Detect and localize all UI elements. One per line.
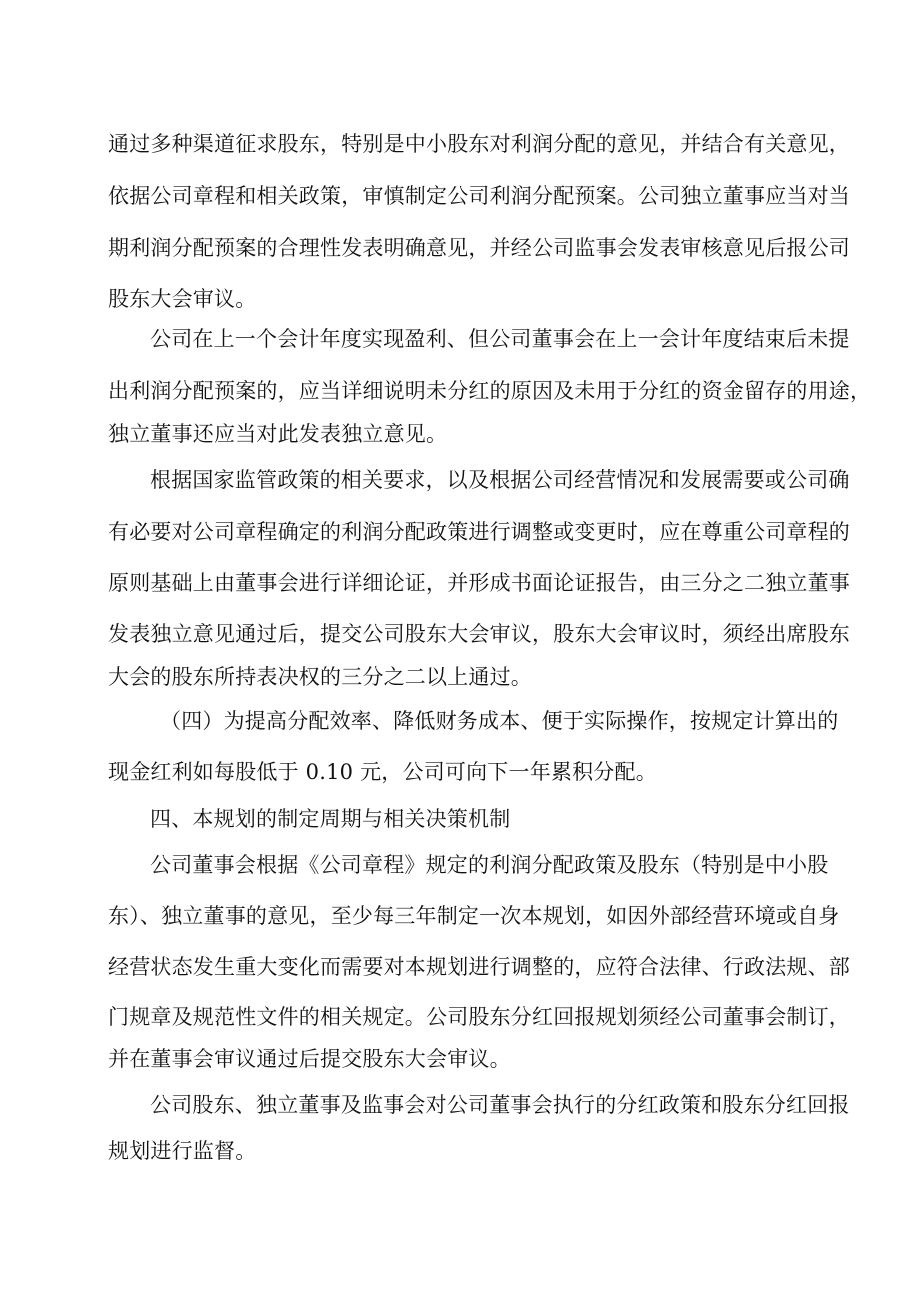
text-line: 发表独立意见通过后，提交公司股东大会审议，股东大会审议时，须经出席股东 [108, 622, 850, 646]
text-line: 公司在上一个会计年度实现盈利、但公司董事会在上一会计年度结束后未提 [150, 327, 850, 351]
text-line: 根据国家监管政策的相关要求，以及根据公司经营情况和发展需要或公司确 [150, 468, 850, 492]
text-line: 股东大会审议。 [108, 287, 257, 311]
text-line: 依据公司章程和相关政策，审慎制定公司利润分配预案。公司独立董事应当对当 [108, 184, 850, 208]
text-line: 有必要对公司章程确定的利润分配政策进行调整或变更时，应在尊重公司章程的 [108, 520, 850, 544]
text-line: （四）为提高分配效率、降低财务成本、便于实际操作，按规定计算出的 [160, 709, 839, 733]
text-line: 期利润分配预案的合理性发表明确意见，并经公司监事会发表审核意见后报公司 [108, 236, 850, 260]
text-line: 独立董事还应当对此发表独立意见。 [108, 422, 448, 446]
text-line: 原则基础上由董事会进行详细论证，并形成书面论证报告，由三分之二独立董事 [108, 571, 850, 595]
text-line: 大会的股东所持表决权的三分之二以上通过。 [108, 665, 532, 689]
text-line: 并在董事会审议通过后提交股东大会审议。 [108, 1047, 511, 1071]
text-line: 公司董事会根据《公司章程》规定的利润分配政策及股东（特别是中小股 [150, 853, 829, 877]
text-line: 公司股东、独立董事及监事会对公司董事会执行的分红政策和股东分红回报 [150, 1093, 850, 1117]
text-line: 东）、独立董事的意见，至少每三年制定一次本规划，如因外部经营环境或自身 [108, 904, 840, 928]
text-line: 规划进行监督。 [108, 1139, 257, 1163]
text-line: 通过多种渠道征求股东，特别是中小股东对利润分配的意见，并结合有关意见， [108, 132, 850, 156]
text-line: 出利润分配预案的，应当详细说明未分红的原因及未用于分红的资金留存的用途， [108, 379, 872, 403]
text-line: 经营状态发生重大变化而需要对本规划进行调整的，应符合法律、行政法规、部 [108, 955, 850, 979]
text-line: 门规章及规范性文件的相关规定。公司股东分红回报规划须经公司董事会制订， [108, 1005, 850, 1029]
text-line: 现金红利如每股低于 0.10 元，公司可向下一年累积分配。 [108, 760, 657, 784]
section-heading: 四、本规划的制定周期与相关决策机制 [150, 807, 511, 831]
